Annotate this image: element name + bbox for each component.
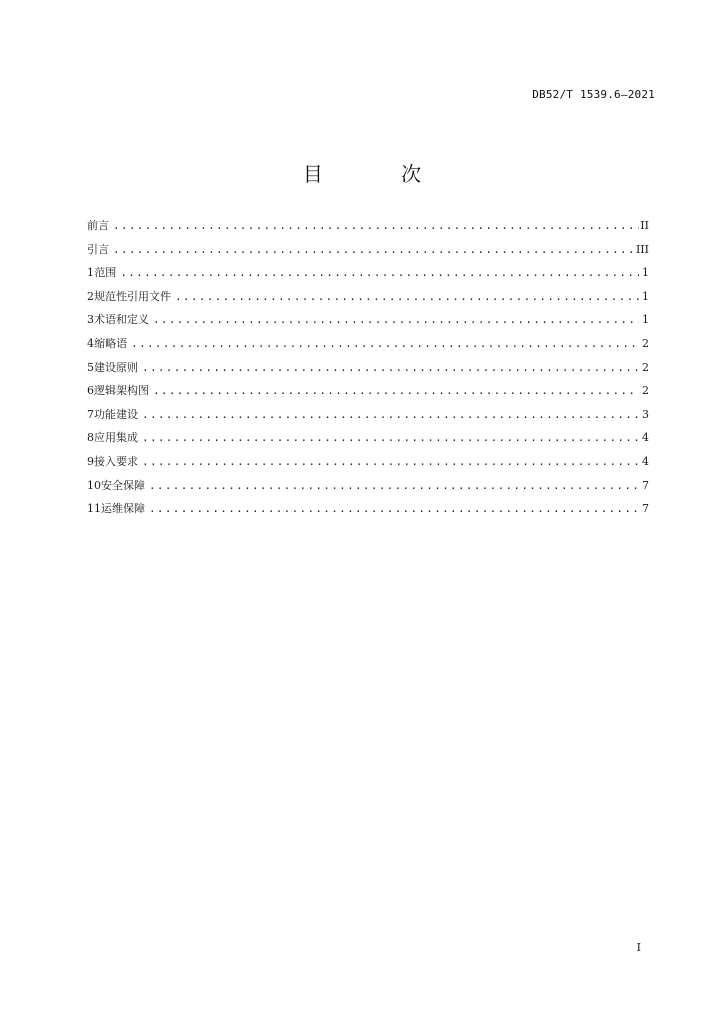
toc-entry-label: 引言 <box>87 242 109 256</box>
toc-entry-label: 前言 <box>87 219 109 232</box>
toc-dot-leader <box>151 312 639 328</box>
toc-dot-leader <box>118 265 639 281</box>
toc-entry-number: 10 <box>87 478 101 492</box>
toc-entry-label: 建设原则 <box>94 360 139 374</box>
toc-title: 目 次 <box>302 162 458 186</box>
toc-dot-leader <box>129 336 639 352</box>
toc-dot-leader <box>140 454 639 470</box>
toc-entry-page: 4 <box>642 454 649 468</box>
toc-entry-access-requirements[interactable] <box>87 454 649 478</box>
toc-entry-page: 7 <box>642 478 649 492</box>
toc-entry-scope[interactable] <box>87 265 649 289</box>
toc-entry-label: 缩略语 <box>94 336 128 350</box>
toc-entry-page: 1 <box>642 266 649 280</box>
toc-entry-page: 1 <box>642 289 649 303</box>
toc-entry-abbreviations[interactable] <box>87 336 649 360</box>
toc-entry-number: 3 <box>87 313 94 327</box>
toc-entry-foreword[interactable] <box>87 218 649 242</box>
toc-entry-label: 术语和定义 <box>94 313 149 327</box>
toc-entry-page: II <box>640 219 649 232</box>
toc-entry-construction-principles[interactable] <box>87 360 649 384</box>
toc-dot-leader <box>111 242 636 258</box>
toc-entry-page: 4 <box>642 431 649 445</box>
toc-entry-number: 6 <box>87 384 94 398</box>
toc-entry-terms-definitions[interactable] <box>87 312 649 336</box>
toc-entry-label: 应用集成 <box>94 431 139 445</box>
toc-entry-page: III <box>635 242 649 256</box>
toc-entry-number: 5 <box>87 360 94 374</box>
toc-entry-page: 1 <box>642 313 649 327</box>
toc-entry-number: 7 <box>87 407 94 421</box>
toc-entry-label: 运维保障 <box>101 502 145 516</box>
toc-entry-number: 1 <box>87 266 94 280</box>
toc-entry-operations-assurance[interactable] <box>87 501 649 525</box>
toc-entry-normative-references[interactable] <box>87 289 649 313</box>
toc-entry-number: 2 <box>87 289 94 303</box>
toc-entry-page: 2 <box>642 360 649 374</box>
toc-entry-logical-architecture[interactable] <box>87 383 649 407</box>
toc-entry-number: 11 <box>87 502 101 516</box>
toc-entry-page: 2 <box>642 384 649 398</box>
toc-entry-introduction[interactable] <box>87 242 649 266</box>
toc-dot-leader <box>147 501 639 517</box>
table-of-contents <box>87 218 649 525</box>
toc-dot-leader <box>140 430 639 446</box>
toc-entry-label: 功能建设 <box>94 407 139 421</box>
toc-entry-page: 3 <box>642 407 649 421</box>
toc-dot-leader <box>140 360 639 376</box>
toc-entry-label: 接入要求 <box>94 454 139 468</box>
toc-dot-leader <box>147 478 639 494</box>
toc-entry-page: 7 <box>642 502 649 516</box>
toc-entry-number: 9 <box>87 454 94 468</box>
toc-entry-label: 安全保障 <box>101 478 145 492</box>
toc-dot-leader <box>173 289 639 305</box>
page-number: I <box>636 941 641 954</box>
toc-dot-leader <box>111 218 639 234</box>
toc-entry-number: 4 <box>87 336 94 350</box>
toc-entry-function-construction[interactable] <box>87 407 649 431</box>
toc-entry-number: 8 <box>87 431 94 445</box>
toc-entry-label: 范围 <box>94 266 117 280</box>
toc-entry-application-integration[interactable] <box>87 430 649 454</box>
toc-entry-label: 逻辑架构图 <box>94 384 149 398</box>
toc-entry-security-assurance[interactable] <box>87 478 649 502</box>
toc-dot-leader <box>140 407 639 423</box>
toc-dot-leader <box>151 383 639 399</box>
toc-entry-label: 规范性引用文件 <box>94 289 171 303</box>
toc-entry-page: 2 <box>642 336 649 350</box>
document-code: DB52/T 1539.6—2021 <box>532 88 655 101</box>
